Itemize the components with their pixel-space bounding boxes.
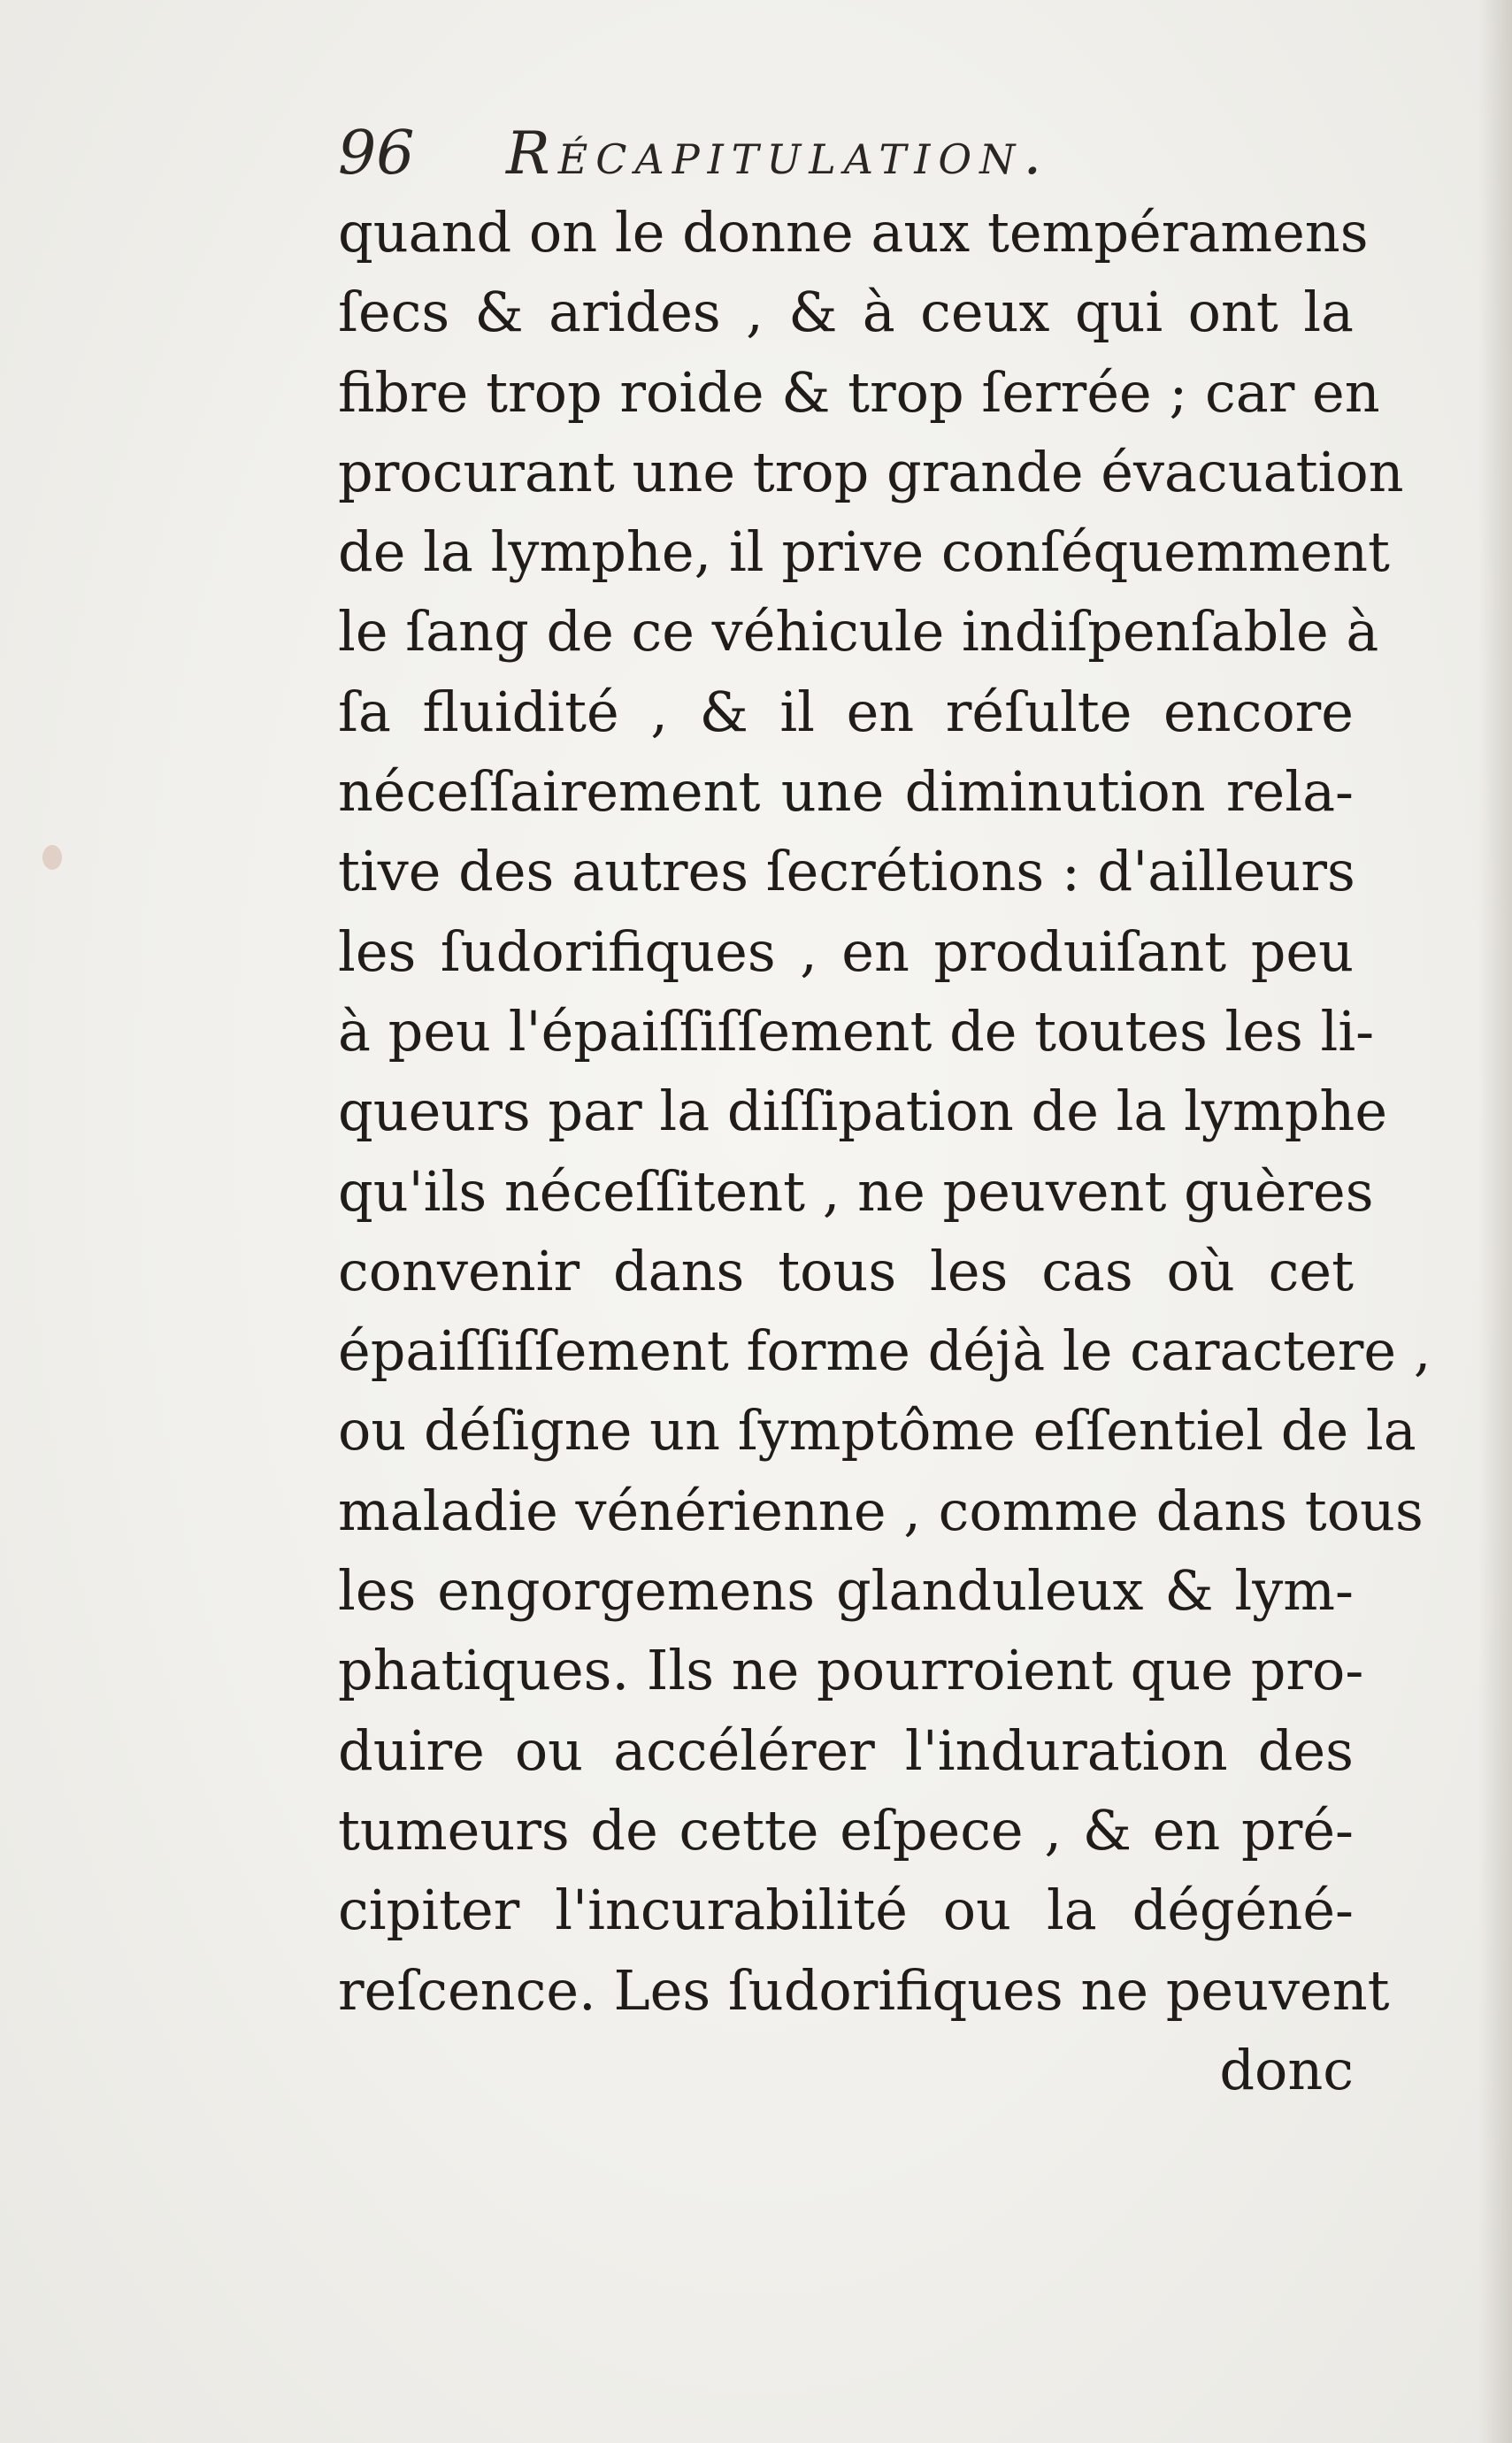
text-line: ſecs & arides , & à ceux qui ont la [338,280,1354,345]
text-line: les ſudorifiques , en produiſant peu [338,918,1354,984]
text-line: les engorgemens glanduleux & lym- [338,1558,1354,1624]
text-line: reſcence. Les ſudorifiques ne peuvent [338,1957,1390,2023]
running-head [338,110,1223,198]
text-line: phatiques. Ils ne pourroient que pro- [338,1638,1364,1703]
catchword: donc [1219,2037,1354,2102]
text-line: de la lymphe, il prive conſéquemment [338,519,1390,585]
page-edge-shadow [1478,0,1512,2443]
text-line: queurs par la diſſipation de la lymphe [338,1079,1388,1144]
text-line: fibre trop roide & trop ſerrée ; car en [338,359,1380,425]
text-line: néceſſairement une diminution rela- [338,759,1354,825]
text-line: convenir dans tous les cas où cet [338,1238,1354,1303]
text-line: ou déſigne un ſymptôme eſſentiel de la [338,1398,1416,1463]
text-line: le ſang de ce véhicule indiſpenſable à [338,599,1379,665]
text-line: tumeurs de cette eſpece , & en pré- [338,1797,1354,1863]
running-title: Récapitulation. [506,119,1050,188]
text-line: à peu l'épaiſſiſſement de toutes les li- [338,998,1375,1064]
page-number: 96 [338,119,415,188]
text-line: duire ou accélérer l'induration des [338,1717,1354,1783]
text-line: quand on le donne aux tempéramens [338,200,1369,265]
text-line: ſa fluidité , & il en réſulte encore [338,679,1354,744]
paper-stain [42,845,62,870]
text-line: épaiſſiſſement forme déjà le caractere , [338,1318,1431,1384]
text-line: procurant une trop grande évacuation [338,439,1404,504]
text-line: maladie vénérienne , comme dans tous [338,1478,1424,1543]
text-line: qu'ils néceſſitent , ne peuvent guères [338,1158,1374,1224]
body-text [338,193,1431,2110]
text-line: cipiter l'incurabilité ou la dégéné- [338,1878,1354,1943]
text-line: tive des autres ſecrétions : d'ailleurs [338,839,1355,904]
